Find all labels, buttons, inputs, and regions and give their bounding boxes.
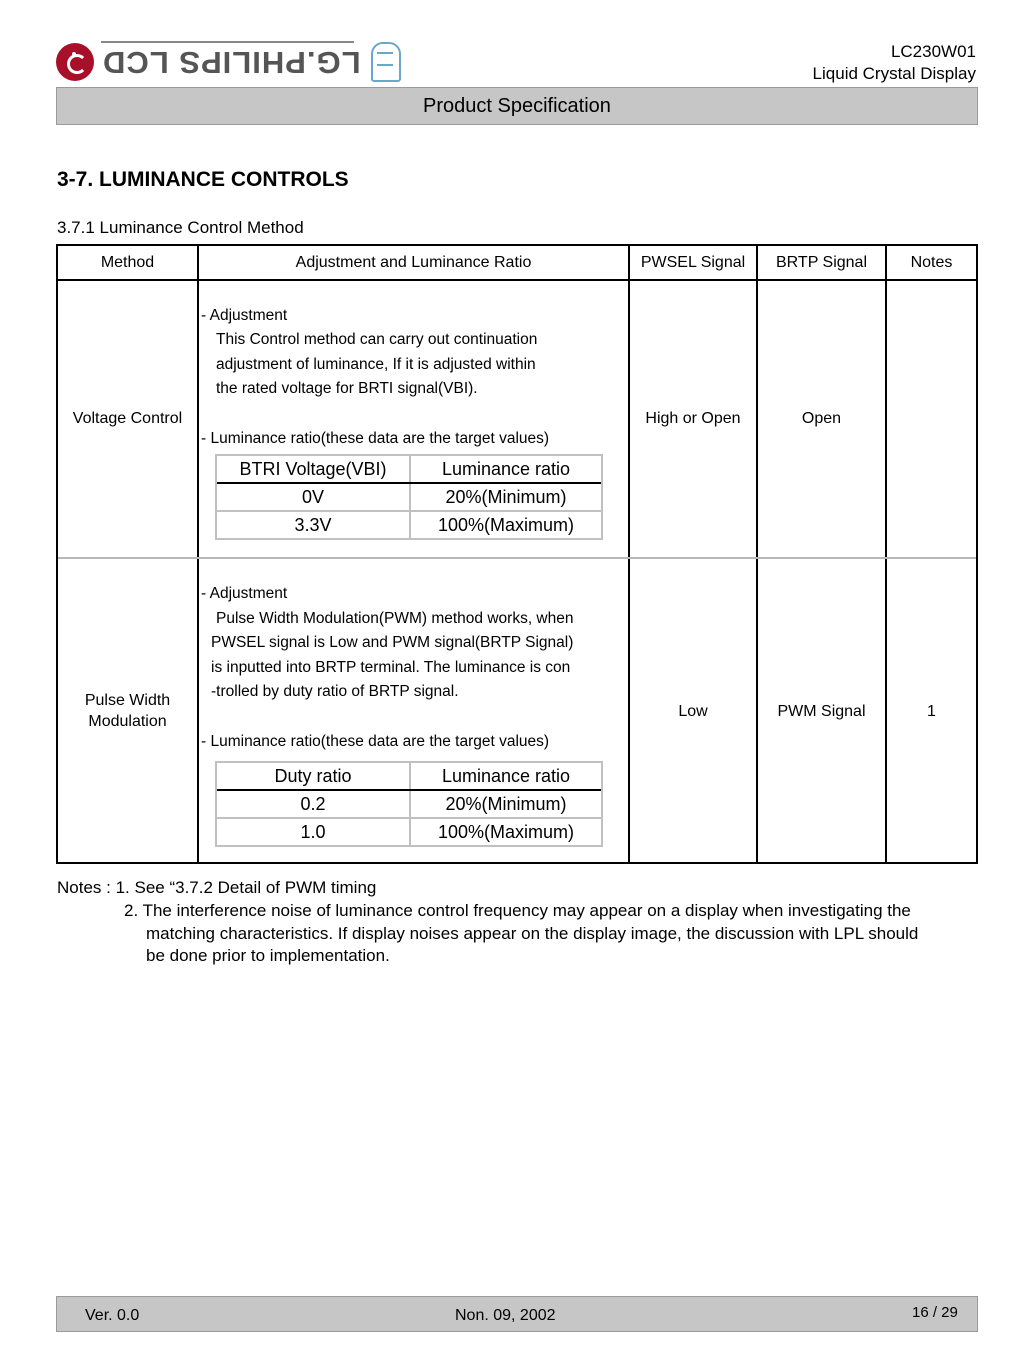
duty-ratio-table bbox=[215, 761, 603, 847]
note-line-2: 2. The interference noise of luminance control frequency may appear on a display when investigating the bbox=[124, 901, 911, 920]
luminance-ratio-heading: - Luminance ratio(these data are the target values) bbox=[201, 430, 550, 447]
method-pwm-line1: Pulse Width bbox=[84, 692, 171, 709]
luminance-control-table bbox=[56, 244, 978, 864]
inner-cell: 0.2 bbox=[300, 794, 326, 814]
voltage-ratio-table bbox=[215, 454, 603, 540]
pwsel-value: High or Open bbox=[645, 410, 741, 427]
inner-cell: 100%(Maximum) bbox=[409, 819, 601, 845]
note-line-4: be done prior to implementation. bbox=[146, 946, 390, 965]
inner-table-row bbox=[217, 819, 601, 845]
inner-header-cell: Luminance ratio bbox=[409, 763, 601, 789]
logo-text: LG.PHILIPS LCD bbox=[102, 45, 361, 80]
adjustment-heading: - Adjustment bbox=[201, 307, 288, 324]
note-line-1: Notes : 1. See “3.7.2 Detail of PWM timing bbox=[57, 878, 377, 897]
inner-cell: 1.0 bbox=[300, 822, 326, 842]
document-date: Non. 09, 2002 bbox=[455, 1307, 556, 1324]
inner-cell: 100%(Maximum) bbox=[409, 512, 601, 538]
method-pwm-line2: Modulation bbox=[88, 713, 167, 730]
brtp-value: Open bbox=[801, 410, 842, 427]
method-voltage-control: Voltage Control bbox=[72, 410, 183, 427]
column-header-adjustment: Adjustment and Luminance Ratio bbox=[295, 254, 532, 271]
inner-cell: 20%(Minimum) bbox=[409, 791, 601, 817]
inner-header-cell: Luminance ratio bbox=[409, 456, 601, 482]
inner-cell: 0V bbox=[301, 487, 325, 507]
document-version: Ver. 0.0 bbox=[85, 1307, 140, 1324]
inner-cell: 3.3V bbox=[294, 515, 332, 535]
philips-emblem-icon bbox=[371, 42, 401, 82]
column-header-brtp: BRTP Signal bbox=[775, 254, 867, 271]
notes-value: 1 bbox=[927, 703, 936, 720]
table-divider bbox=[885, 246, 887, 862]
table-divider bbox=[756, 246, 758, 862]
adjustment-text-line: adjustment of luminance, If it is adjusted within bbox=[216, 356, 536, 373]
column-header-pwsel: PWSEL Signal bbox=[640, 254, 746, 271]
column-header-notes: Notes bbox=[910, 254, 953, 271]
column-header-method: Method bbox=[100, 254, 155, 271]
subsection-title: 3.7.1 Luminance Control Method bbox=[57, 218, 304, 237]
brtp-value: PWM Signal bbox=[777, 703, 866, 720]
table-divider bbox=[628, 246, 630, 862]
adjustment-heading: - Adjustment bbox=[201, 585, 288, 602]
luminance-ratio-heading: - Luminance ratio(these data are the target values) bbox=[201, 733, 550, 750]
model-number: LC230W01 bbox=[890, 42, 976, 61]
adjustment-text-line: Pulse Width Modulation(PWM) method works, when bbox=[216, 610, 574, 627]
spec-title-bar bbox=[56, 87, 978, 125]
inner-table-row bbox=[217, 512, 601, 538]
table-divider bbox=[197, 246, 199, 862]
adjustment-text-line: is inputted into BRTP terminal. The luminance is con bbox=[211, 659, 571, 676]
inner-table-header bbox=[217, 763, 601, 791]
adjustment-text-line: the rated voltage for BRTI signal(VBI). bbox=[216, 380, 478, 397]
note-line-3: matching characteristics. If display noises appear on the display image, the discussion with LPL should bbox=[146, 924, 919, 943]
adjustment-text-line: -trolled by duty ratio of BRTP signal. bbox=[211, 683, 459, 700]
inner-cell: 20%(Minimum) bbox=[409, 484, 601, 510]
logo-rule bbox=[101, 41, 354, 43]
inner-header-cell: BTRI Voltage(VBI) bbox=[239, 459, 387, 479]
product-type: Liquid Crystal Display bbox=[812, 64, 976, 83]
company-logo bbox=[56, 40, 361, 84]
inner-header-cell: Duty ratio bbox=[274, 766, 352, 786]
inner-table-header bbox=[217, 456, 601, 484]
spec-title: Product Specification bbox=[423, 95, 611, 117]
inner-table-row bbox=[217, 484, 601, 512]
section-title: 3-7. LUMINANCE CONTROLS bbox=[57, 168, 349, 191]
pwsel-value: Low bbox=[678, 703, 708, 720]
adjustment-text-line: This Control method can carry out continuation bbox=[216, 331, 538, 348]
page-number: 16 / 29 bbox=[912, 1304, 958, 1321]
lg-logo-icon bbox=[56, 43, 94, 81]
row-divider bbox=[58, 557, 976, 559]
adjustment-text-line: PWSEL signal is Low and PWM signal(BRTP Signal) bbox=[211, 634, 574, 651]
inner-table-row bbox=[217, 791, 601, 819]
